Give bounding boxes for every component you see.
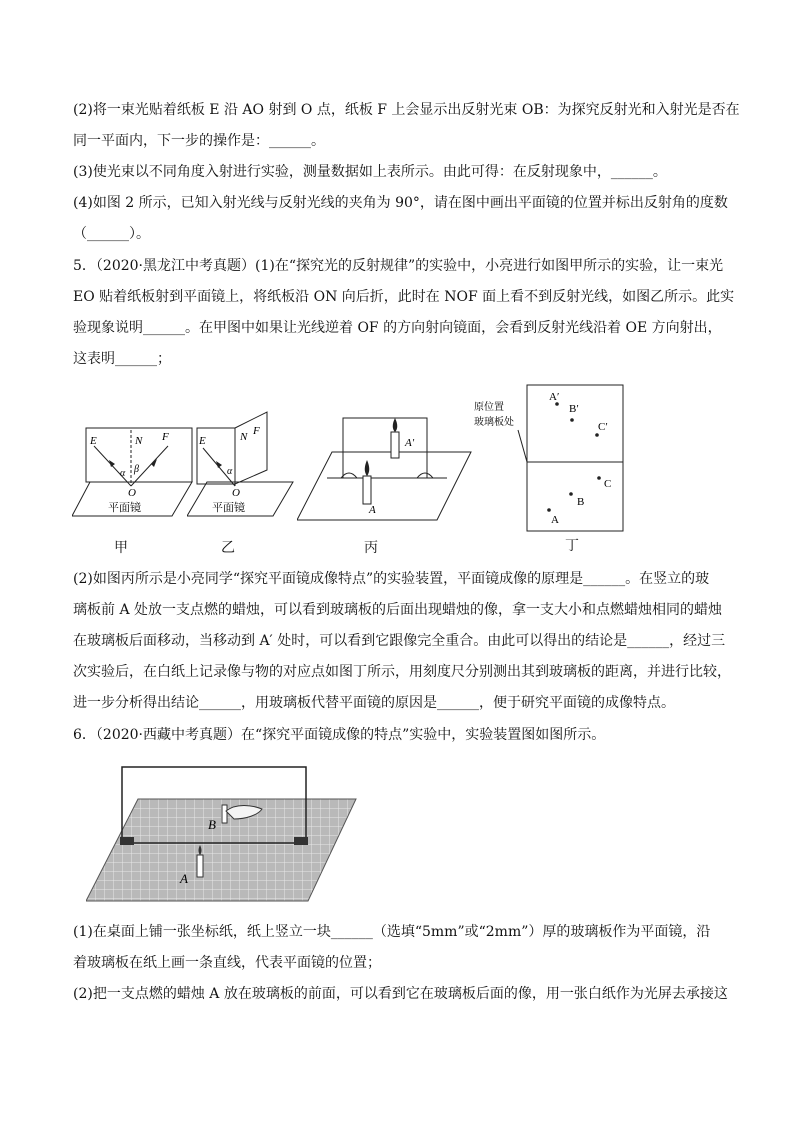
label-A: A bbox=[369, 504, 376, 516]
text-line: 5．（2020·黑龙江中考真题）(1)在“探究光的反射规律”的实验中，小亮进行如图甲所示的实验，让一束光 bbox=[73, 258, 724, 274]
text-line: 次实验后，在白纸上记录像与物的对应点如图丁所示，用刻度尺分别测出其到玻璃板的距离，并进行比较， bbox=[73, 664, 731, 680]
plate-stand bbox=[341, 473, 433, 478]
label-F: F bbox=[253, 425, 260, 437]
figure-q6 bbox=[86, 763, 358, 909]
text-line: 在玻璃板后面移动，当移动到 A′ 处时，可以看到它跟像完全重合。由此可以得出的结论是______，经过三 bbox=[73, 633, 726, 649]
point-B bbox=[569, 492, 573, 496]
text-line: 进一步分析得出结论______，用玻璃板代替平面镜的原因是______，便于研究平面镜的成像特点。 bbox=[73, 695, 675, 711]
text-line: （______）。 bbox=[73, 226, 150, 242]
note-line-2: 玻璃板处 bbox=[474, 417, 514, 428]
text-line: (2)将一束光贴着纸板 E 沿 AO 射到 O 点，纸板 F 上会显示出反射光束 OB：为探究反射光和入射光是否在 bbox=[73, 102, 740, 118]
text-line: (3)使光束以不同角度入射进行实验，测量数据如上表所示。由此可得：在反射现象中，______。 bbox=[73, 164, 667, 180]
table-surface bbox=[297, 452, 471, 520]
label-B: B bbox=[208, 817, 216, 832]
label-Aprime: A′ bbox=[549, 391, 560, 403]
text-line: (1)在桌面上铺一张坐标纸，纸上竖立一块______（选填“5mm”或“2mm”）厚的玻璃板作为平面镜，沿 bbox=[73, 924, 711, 940]
q4-part2 bbox=[73, 95, 740, 157]
q5-intro bbox=[73, 251, 735, 375]
q4-part3 bbox=[73, 157, 723, 188]
text-line: EO 贴着纸板射到平面镜上，将纸板沿 ON 向后折，此时在 NOF 面上看不到反射光线，如图乙所示。此实 bbox=[73, 289, 735, 305]
text-line: (2)如图丙所示是小亮同学“探究平面镜成像特点”的实验装置，平面镜成像的原理是______。在竖立的玻 bbox=[73, 571, 710, 587]
candle-real bbox=[363, 476, 371, 504]
flame-icon bbox=[365, 460, 370, 476]
point-Bprime bbox=[570, 418, 574, 422]
text-line: 6．（2020·西藏中考真题）在“探究平面镜成像的特点”实验中，实验装置图如图所示。 bbox=[73, 727, 606, 743]
text-line: 验现象说明______。在甲图中如果让光线逆着 OF 的方向射向镜面，会看到反射光线沿着 OE 方向射出， bbox=[73, 320, 722, 336]
q6-intro bbox=[73, 720, 723, 751]
label-B: B bbox=[577, 496, 585, 508]
label-alpha: α bbox=[120, 468, 126, 479]
label-beta: β bbox=[134, 464, 139, 475]
q5-part2 bbox=[73, 564, 731, 719]
figure-ding bbox=[470, 384, 630, 534]
text-line: 着玻璃板在纸上画一条直线，代表平面镜的位置； bbox=[73, 955, 381, 971]
caption-jia: 甲 bbox=[114, 540, 128, 556]
note-pointer bbox=[518, 430, 527, 462]
text-line: 璃板前 A 处放一支点燃的蜡烛，可以看到玻璃板的后面出现蜡烛的像，拿一支大小和点燃蜡烛相同的蜡烛 bbox=[73, 602, 723, 618]
candle-A bbox=[197, 855, 203, 877]
text-line: 同一平面内，下一步的操作是：______。 bbox=[73, 133, 325, 149]
text-line: (4)如图 2 所示，已知入射光线与反射光线的夹角为 90°，请在图中画出平面镜的位置并标出反射角的度数 bbox=[73, 195, 728, 211]
plate-clip-left bbox=[120, 837, 134, 845]
point-Cprime bbox=[595, 433, 599, 437]
figure-jia bbox=[72, 420, 202, 520]
mirror-label: 平面镜 bbox=[212, 502, 245, 514]
q4-part4 bbox=[73, 188, 728, 250]
label-C: C bbox=[604, 478, 612, 490]
label-F: F bbox=[162, 431, 169, 443]
point-A bbox=[547, 508, 551, 512]
label-Bprime: B′ bbox=[569, 403, 579, 415]
caption-bing: 丙 bbox=[364, 540, 378, 556]
grid-paper bbox=[86, 799, 356, 901]
label-O: O bbox=[128, 487, 136, 499]
note-line-1: 原位置 bbox=[474, 402, 504, 413]
figure-bing bbox=[297, 412, 472, 522]
label-A: A bbox=[551, 514, 559, 526]
label-E: E bbox=[90, 435, 97, 447]
caption-ding: 丁 bbox=[565, 538, 579, 554]
plate-clip-right bbox=[294, 837, 308, 845]
candle-image bbox=[391, 432, 399, 458]
text-line: (2)把一支点燃的蜡烛 A 放在玻璃板的前面，可以看到它在玻璃板后面的像，用一张白纸作为光屏去承接这 bbox=[73, 986, 728, 1002]
label-O: O bbox=[232, 487, 240, 499]
figure-yi bbox=[187, 410, 297, 520]
label-N: N bbox=[240, 431, 248, 443]
text-line: 这表明______； bbox=[73, 351, 171, 367]
mirror-label: 平面镜 bbox=[108, 502, 141, 514]
incident-ray bbox=[94, 446, 131, 486]
caption-yi: 乙 bbox=[221, 540, 235, 556]
label-Aprime: A′ bbox=[405, 437, 415, 449]
flame-icon bbox=[393, 418, 398, 432]
folded-board bbox=[235, 412, 267, 484]
q6-part2 bbox=[73, 979, 728, 1010]
label-A: A bbox=[180, 871, 188, 886]
label-E: E bbox=[199, 435, 206, 447]
label-N: N bbox=[135, 435, 143, 447]
label-Cprime: C′ bbox=[598, 421, 608, 433]
label-alpha: α bbox=[227, 466, 233, 477]
q6-part1 bbox=[73, 917, 723, 979]
glass-plate bbox=[343, 418, 427, 478]
point-C bbox=[597, 476, 601, 480]
candle-B bbox=[222, 805, 227, 823]
